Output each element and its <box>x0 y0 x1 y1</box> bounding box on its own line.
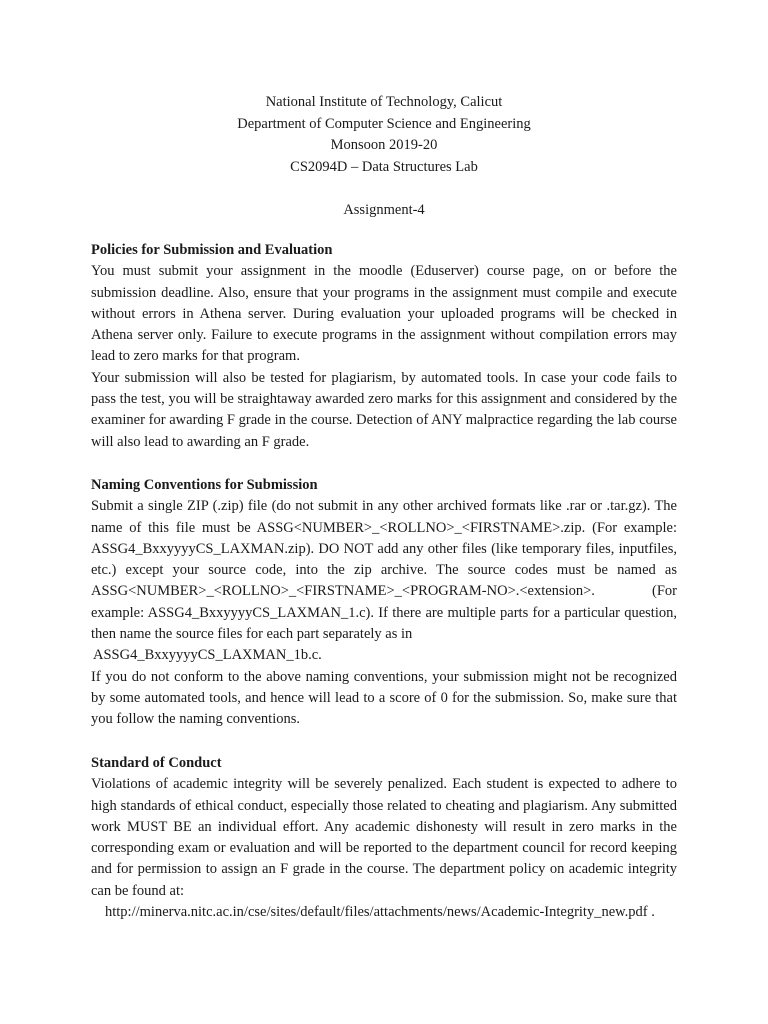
institute-name: National Institute of Technology, Calicut <box>265 94 503 110</box>
paragraph: If you do not conform to the above naming conventions, your submission might not be recognized by some automated tools, and hence will lead to a score of 0 for the submission. So, make sure that you follow the naming conventions. <box>91 668 677 728</box>
semester: Monsoon 2019-20 <box>330 137 438 153</box>
section-heading: Naming Conventions for Submission <box>91 477 318 493</box>
section-naming-conventions <box>91 475 677 731</box>
section-policies <box>91 240 677 453</box>
document-header <box>0 92 768 178</box>
policy-url: http://minerva.nitc.ac.in/cse/sites/default/files/attachments/news/Academic-Integrity_new.pdf . <box>105 904 655 921</box>
paragraph: Submit a single ZIP (.zip) file (do not submit in any other archived formats like .rar or .tar.gz). The name of this file must be ASSG<NUMBER>_<ROLLNO>_<FIRSTNAME>.zip. (For example: ASSG4_BxxyyyyCS_LAXMAN.zip). DO NOT add any other files (like temporary files, inputfiles, etc.) except your source code, into the zip archive. The source codes must be named as ASSG<NUMBER>_<ROLLNO>_<FIRSTNAME>_<PROGRAM-NO>.<extension>. (For example: ASSG4_BxxyyyyCS_LAXMAN_1.c). If there are multiple parts for a particular question, then name the source files for each part separately as in <box>91 498 677 643</box>
section-standard-of-conduct <box>91 753 677 923</box>
department-name: Department of Computer Science and Engineering <box>237 115 531 132</box>
paragraph: Your submission will also be tested for plagiarism, by automated tools. In case your code fails to pass the test, you will be straightaway awarded zero marks for this assignment and considered by the examiner for awarding F grade in the course. Detection of ANY malpractice regarding the lab course will also lead to awarding an F grade. <box>91 369 677 450</box>
assignment-title: Assignment-4 <box>343 202 425 218</box>
course-title: CS2094D – Data Structures Lab <box>290 158 478 175</box>
section-heading: Standard of Conduct <box>91 755 222 771</box>
section-heading: Policies for Submission and Evaluation <box>91 242 333 258</box>
paragraph: You must submit your assignment in the moodle (Eduserver) course page, on or before the submission deadline. Also, ensure that your programs in the assignment must compile and execute without errors in Athena server. During evaluation your uploaded programs will be checked in Athena server only. Failure to execute programs in the assignment without compilation errors may lead to zero marks for that program. <box>91 263 677 365</box>
example-filename: ASSG4_BxxyyyyCS_LAXMAN_1b.c. <box>93 647 322 664</box>
paragraph: Violations of academic integrity will be severely penalized. Each student is expected to adhere to high standards of ethical conduct, especially those related to cheating and plagiarism. Any submitted work MUST BE an individual effort. Any academic dishonesty will result in zero marks in the corresponding exam or evaluation and will be reported to the department council for record keeping and for permission to assign an F grade in the course. The department policy on academic integrity can be found at: <box>91 776 677 899</box>
